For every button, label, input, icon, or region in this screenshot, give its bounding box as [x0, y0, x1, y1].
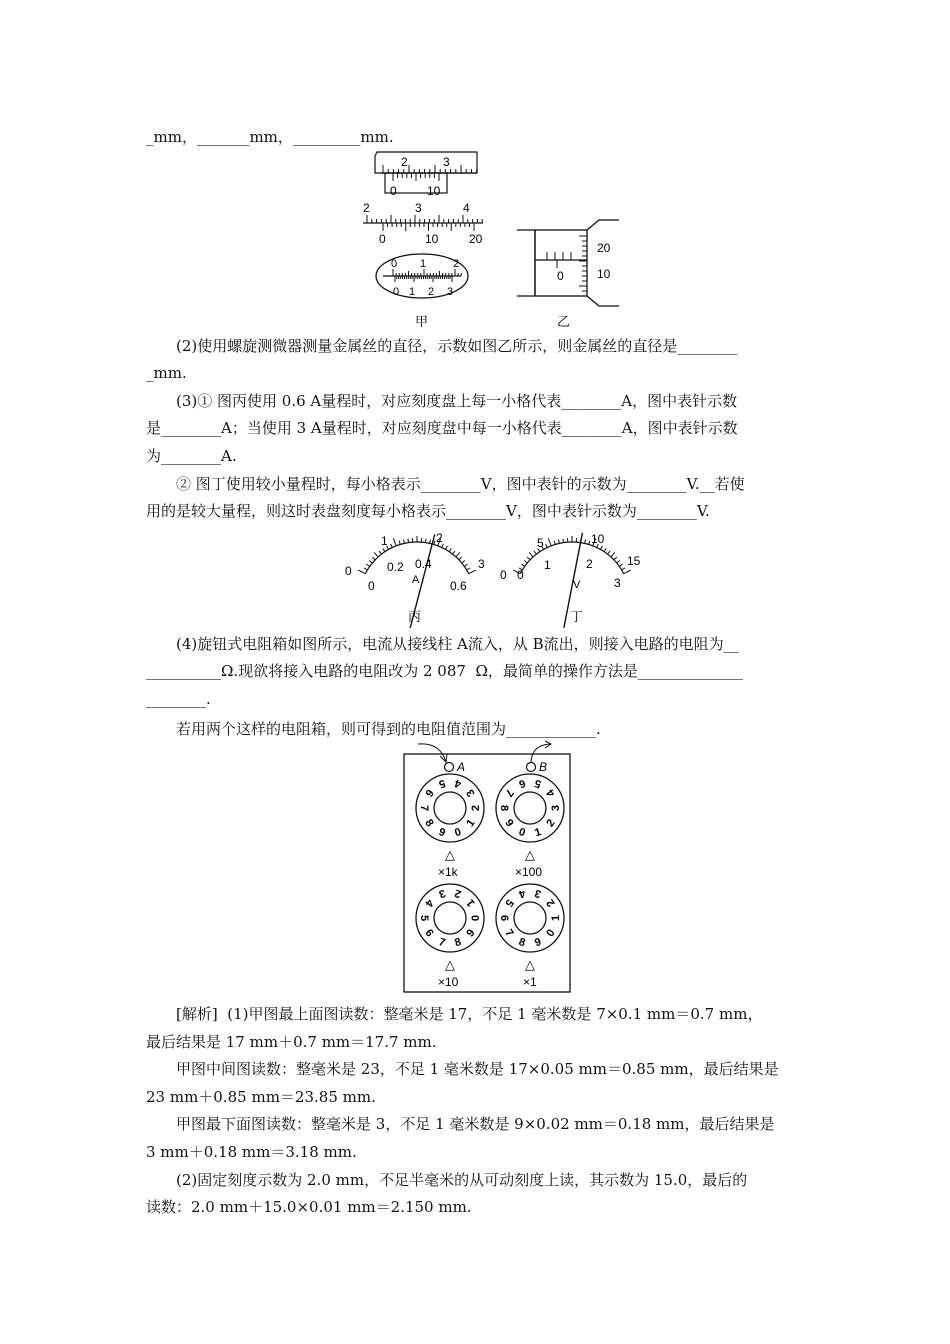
voltmeter-tick — [608, 551, 610, 554]
knob-x1k-digit: 7 — [418, 804, 430, 812]
top-vernier-label-0: 0 — [390, 184, 397, 198]
ammeter-tick — [434, 541, 435, 545]
ammeter-outer-2: 2 — [436, 531, 443, 545]
bot-vernier-label-1: 1 — [409, 286, 416, 298]
knob-x100-digit: 1 — [533, 826, 543, 840]
solution-4-line1: (2)固定刻度示数为 2.0 mm，不足半毫米的从可动刻度上读，其示数为 15.0，最后的 — [176, 1171, 748, 1189]
answer-blanks-line: _mm，_______mm，_________mm. — [146, 128, 394, 146]
multiplier-x10: ×10 — [438, 975, 459, 989]
knob-x10-digit: 4 — [422, 896, 436, 909]
ammeter-outer-1: 1 — [381, 534, 388, 548]
solution-2-line2: 23 mm＋0.85 mm＝23.85 mm. — [146, 1088, 376, 1106]
knob-x1-digit: 5 — [502, 896, 516, 909]
question-3-line1: (3)① 图丙使用 0.6 A量程时，对应刻度盘上每一小格代表________A，图中表针示数 — [176, 392, 738, 410]
figure-meters — [340, 528, 650, 628]
voltmeter-inner-1: 1 — [544, 558, 551, 572]
ammeter-tick — [372, 557, 375, 560]
knob-x1-digit: 9 — [533, 936, 543, 950]
ammeter-tick — [425, 539, 426, 543]
ammeter-tick — [364, 568, 367, 570]
ammeter-tick — [366, 564, 369, 566]
knob-x1k-digit: 3 — [464, 786, 478, 799]
voltmeter-tick — [585, 539, 586, 543]
mic-label-10: 10 — [597, 267, 611, 281]
voltmeter-outer-0: 0 — [500, 568, 507, 582]
ammeter-tick — [383, 548, 385, 551]
voltmeter-tick — [589, 541, 590, 545]
knob-x100-digit: 0 — [517, 826, 527, 840]
multiplier-x1: ×1 — [523, 975, 537, 989]
multiplier-x1k: ×1k — [438, 865, 458, 879]
knob-x100-digit: 3 — [550, 804, 562, 812]
voltmeter-inner-3: 3 — [614, 576, 621, 590]
voltmeter-tick — [619, 564, 622, 566]
terminal-b-icon[interactable] — [527, 763, 536, 772]
ammeter-tick — [456, 552, 460, 556]
question-4-line2: __________Ω.现欲将接入电路的电阻改为 2 087 Ω，最简单的操作方法是______________ — [146, 662, 743, 680]
knob-x1k-digit: 1 — [464, 817, 478, 830]
ammeter-tick — [403, 539, 404, 543]
voltmeter-unit: V — [573, 579, 581, 591]
ammeter-tick — [408, 539, 409, 543]
figure-ding-caption: 丁 — [570, 609, 584, 624]
knob-x100-center — [514, 792, 546, 824]
ammeter-tick — [393, 538, 396, 545]
question-2-line1: (2)使用螺旋测微器测量金属丝的直径，示数如图乙所示，则金属丝的直径是________ — [176, 337, 738, 355]
knob-x1-digit: 8 — [517, 936, 527, 950]
knob-x10-digit: 0 — [470, 914, 482, 922]
marker-x1: △ — [525, 957, 535, 972]
bot-main-label-0: 0 — [391, 258, 398, 270]
voltmeter-outer-5: 5 — [537, 536, 544, 550]
knob-x10-digit: 5 — [418, 914, 430, 922]
knob-x100-digit: 2 — [544, 817, 558, 830]
question-4-line3: ________. — [146, 690, 211, 708]
current-in-arrow-icon — [418, 744, 446, 762]
mid-vernier-label-10: 10 — [425, 232, 439, 246]
voltmeter-tick — [604, 548, 606, 551]
voltmeter-tick — [524, 560, 527, 563]
question-3-line4: ② 图丁使用较小量程时，每小格表示________V，图中表针的示数为________V.__若使 — [176, 475, 745, 493]
voltmeter-tick — [617, 560, 620, 563]
marker-x1k: △ — [445, 847, 455, 862]
knob-x10-digit: 9 — [464, 927, 478, 940]
knob-x1-digit: 3 — [533, 886, 543, 900]
knob-x1-digit: 1 — [550, 914, 562, 922]
knob-x1k-digit: 2 — [470, 804, 482, 812]
solution-3-line1: 甲图最下面图读数：整毫米是 3，不足 1 毫米数是 9×0.02 mm＝0.18 mm，最后结果是 — [176, 1115, 775, 1133]
terminal-b-label: B — [539, 760, 548, 774]
voltmeter-tick — [563, 539, 564, 543]
knob-x1-center — [514, 902, 546, 934]
ammeter-tick — [369, 560, 372, 563]
multiplier-x100: ×100 — [515, 865, 543, 879]
micrometer — [517, 220, 619, 306]
voltmeter-outer-15: 15 — [627, 554, 641, 568]
solution-1-line1: [解析] (1)甲图最上面图读数：整毫米是 17，不足 1 毫米数是 7×0.1 mm＝0.7 mm， — [176, 1005, 763, 1023]
ammeter-tick — [379, 551, 381, 554]
knob-x100-digit: 7 — [502, 786, 516, 799]
knob-x100-digit: 9 — [502, 817, 516, 830]
ammeter-tick — [374, 552, 378, 556]
voltmeter-inner-2: 2 — [586, 557, 593, 571]
knob-x10-digit: 2 — [453, 886, 463, 900]
ammeter-inner-04: 0.4 — [415, 557, 432, 571]
knob-x1k-digit: 6 — [422, 786, 436, 799]
figure-yi-caption: 乙 — [557, 314, 571, 329]
voltmeter-tick — [614, 557, 617, 560]
knob-x1k-digit: 8 — [422, 817, 436, 830]
knob-x1k-digit: 9 — [437, 826, 447, 840]
voltmeter-tick — [558, 539, 559, 543]
knob-x100-digit: 4 — [544, 786, 558, 799]
voltmeter-tick — [529, 552, 533, 556]
figure-resistance-box — [400, 740, 575, 995]
voltmeter-arc — [520, 542, 623, 574]
ammeter-tick — [459, 557, 462, 560]
solution-2-line1: 甲图中间图读数：整毫米是 23，不足 1 毫米数是 17×0.05 mm＝0.85 mm，最后结果是 — [176, 1060, 779, 1078]
knob-x1k-digit: 0 — [453, 826, 463, 840]
mid-main-label-4: 4 — [463, 201, 470, 215]
ammeter-tick — [453, 551, 455, 554]
ammeter-tick — [462, 560, 465, 563]
mid-main-label-3: 3 — [415, 201, 422, 215]
ammeter-tick — [469, 570, 476, 574]
question-2-line2: _mm. — [146, 364, 187, 382]
knob-x100-digit: 5 — [533, 776, 543, 790]
question-3-line5: 用的是较大量程，则这时表盘刻度每小格表示________V，图中表针示数为________V. — [146, 502, 710, 520]
ammeter-unit: A — [412, 574, 420, 586]
ammeter-inner-06: 0.6 — [450, 579, 467, 593]
voltmeter-tick — [611, 552, 615, 556]
bot-main-label-1: 1 — [420, 258, 427, 270]
marker-x10: △ — [445, 957, 455, 972]
voltmeter-tick — [600, 546, 602, 549]
top-vernier-label-10: 10 — [427, 184, 441, 198]
bot-vernier-label-3: 3 — [447, 286, 454, 298]
mic-label-0: 0 — [557, 269, 564, 283]
top-main-label-3: 3 — [443, 155, 450, 169]
question-4-line4: 若用两个这样的电阻箱，则可得到的电阻值范围为____________. — [176, 720, 601, 738]
solution-3-line2: 3 mm＋0.18 mm＝3.18 mm. — [146, 1143, 357, 1161]
voltmeter-tick — [534, 551, 536, 554]
solution-1-line2: 最后结果是 17 mm＋0.7 mm＝17.7 mm. — [146, 1033, 437, 1051]
mid-vernier-label-0: 0 — [379, 232, 386, 246]
mid-main-label-2: 2 — [363, 201, 370, 215]
knob-x10-digit: 8 — [453, 936, 463, 950]
bot-vernier-label-0: 0 — [393, 286, 400, 298]
bot-main-label-2: 2 — [453, 258, 460, 270]
ammeter-tick — [445, 546, 447, 549]
top-main-label-2: 2 — [401, 155, 408, 169]
knob-x10-digit: 7 — [437, 936, 447, 950]
terminal-a-label: A — [457, 760, 466, 774]
knob-x10-center — [434, 902, 466, 934]
knob-x10-digit: 3 — [437, 886, 447, 900]
knob-x1-digit: 0 — [544, 927, 558, 940]
ammeter-tick — [467, 568, 470, 570]
figure-calipers-micrometer — [355, 148, 635, 333]
figure-bing-caption: 丙 — [408, 609, 422, 624]
question-3-line3: 为________A. — [146, 447, 237, 465]
terminal-a-icon[interactable] — [445, 763, 454, 772]
voltmeter-tick — [622, 568, 625, 570]
ammeter-tick — [449, 548, 451, 551]
bot-vernier-label-2: 2 — [428, 286, 435, 298]
knob-x1-digit: 4 — [517, 886, 527, 900]
knob-x1-digit: 6 — [498, 914, 510, 922]
knob-x1-digit: 7 — [502, 927, 516, 940]
knob-x100-digit: 6 — [517, 776, 527, 790]
ammeter-inner-02: 0.2 — [387, 560, 404, 574]
mic-label-20: 20 — [597, 241, 611, 255]
knob-x1k-digit: 4 — [453, 776, 463, 790]
ammeter-tick — [358, 570, 365, 574]
question-4-line1: (4)旋钮式电阻箱如图所示，电流从接线柱 A流入，从 B流出，则接入电路的电阻为__ — [176, 635, 739, 653]
ammeter-outer-0: 0 — [345, 564, 352, 578]
knob-x1k-digit: 5 — [437, 776, 447, 790]
knob-x1k-center — [434, 792, 466, 824]
ammeter-tick — [391, 544, 393, 548]
ammeter-tick — [399, 541, 400, 545]
knob-x10-digit: 1 — [464, 896, 478, 909]
voltmeter-tick — [554, 541, 555, 545]
solution-4-line2: 读数：2.0 mm＋15.0×0.01 mm＝2.150 mm. — [146, 1198, 472, 1216]
voltmeter-tick — [546, 544, 548, 548]
knob-x10-digit: 6 — [422, 927, 436, 940]
voltmeter-inner-0: 0 — [517, 568, 524, 582]
voltmeter-tick — [521, 564, 524, 566]
figure-jia-caption: 甲 — [415, 314, 429, 329]
knob-x100-digit: 8 — [498, 804, 510, 812]
ammeter-outer-3: 3 — [478, 557, 485, 571]
voltmeter-tick — [548, 538, 551, 545]
ammeter-inner-0: 0 — [368, 579, 375, 593]
voltmeter-outer-10: 10 — [591, 532, 605, 546]
mid-vernier-label-20: 20 — [469, 232, 483, 246]
ammeter-tick — [464, 564, 467, 566]
marker-x100: △ — [525, 847, 535, 862]
voltmeter-tick — [624, 570, 631, 574]
voltmeter-tick — [527, 557, 530, 560]
ammeter-tick — [430, 539, 431, 543]
question-3-line2: 是________A；当使用 3 A量程时，对应刻度盘中每一小格代表________A，图中表针示数 — [146, 419, 738, 437]
knob-x1-digit: 2 — [544, 896, 558, 909]
